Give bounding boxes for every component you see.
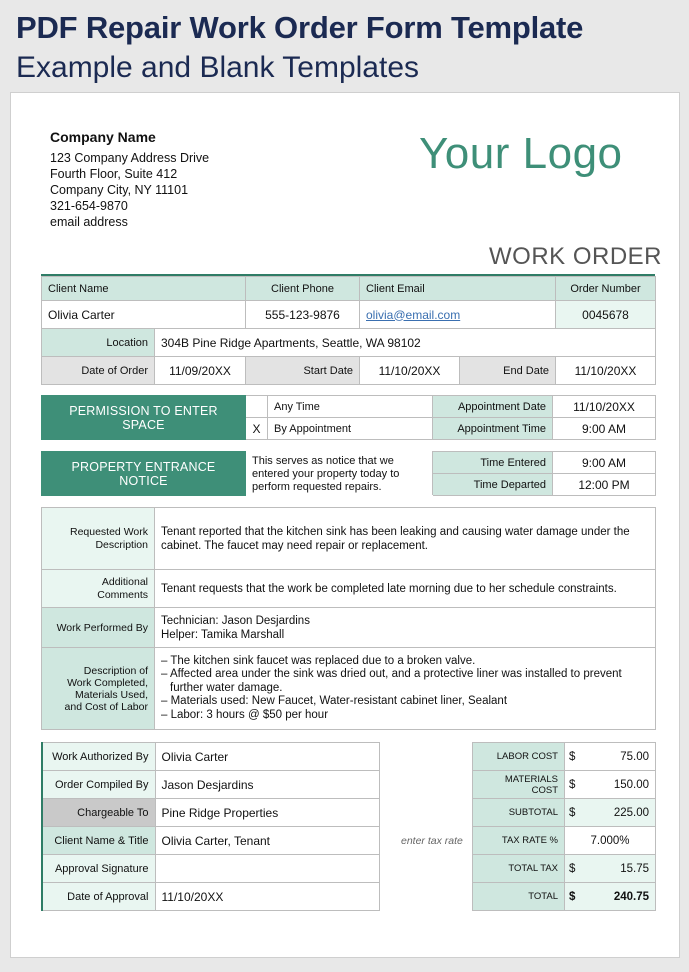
address-line-3: Company City, NY 11101 <box>50 183 189 197</box>
labor-cost-field[interactable]: 75.00 <box>583 743 656 771</box>
materials-cost-field[interactable]: 150.00 <box>583 771 656 799</box>
appointment-time-label: Appointment Time <box>433 418 553 440</box>
work-description-table <box>41 507 656 730</box>
subtotal-field: 225.00 <box>583 799 656 827</box>
total-field: 240.75 <box>583 883 656 911</box>
description-label-line-2: Work Completed, <box>67 676 148 689</box>
work-item: – Materials used: New Faucet, Water-resistant cabinet liner, Sealant <box>161 695 508 708</box>
totals-table <box>472 742 656 911</box>
dates-table <box>41 356 656 385</box>
company-email: email address <box>50 215 128 229</box>
total-tax-field: 15.75 <box>583 855 656 883</box>
client-phone-label: Client Phone <box>246 277 360 301</box>
by-appointment-checkbox[interactable]: X <box>246 418 268 440</box>
by-appointment-label: By Appointment <box>268 418 433 440</box>
page-title: PDF Repair Work Order Form Template <box>16 10 584 45</box>
client-email-label: Client Email <box>360 277 556 301</box>
permission-band: PERMISSION TO ENTER SPACE <box>42 396 246 440</box>
client-name-title-label: Client Name & Title <box>42 827 155 855</box>
total-currency: $ <box>565 883 583 911</box>
date-of-approval-label: Date of Approval <box>42 883 155 911</box>
additional-comments-label-line-2: Comments <box>97 588 148 601</box>
logo-placeholder: Your Logo <box>419 129 623 178</box>
appointment-date-label: Appointment Date <box>433 396 553 418</box>
start-date-field[interactable]: 11/10/20XX <box>360 357 460 385</box>
subtotal-label: SUBTOTAL <box>473 799 565 827</box>
additional-comments-label <box>42 570 155 608</box>
notice-table <box>41 451 656 496</box>
work-performed-field[interactable] <box>155 608 656 648</box>
requested-work-label-line-2: Description <box>95 538 148 551</box>
subtotal-currency: $ <box>565 799 583 827</box>
client-email-link[interactable]: olivia@email.com <box>366 307 461 322</box>
date-of-order-field[interactable]: 11/09/20XX <box>155 357 246 385</box>
permission-table <box>41 395 656 440</box>
work-item: – The kitchen sink faucet was replaced due to a broken valve. <box>161 654 476 667</box>
labor-currency: $ <box>565 743 583 771</box>
tax-rate-label: TAX RATE % <box>473 827 565 855</box>
tax-rate-hint: enter tax rate <box>401 835 463 847</box>
authorization-table <box>41 742 380 911</box>
time-entered-field[interactable]: 9:00 AM <box>553 452 656 474</box>
client-phone-field[interactable]: 555-123-9876 <box>246 301 360 329</box>
technician-line: Technician: Jason Desjardins <box>161 614 310 627</box>
end-date-label: End Date <box>460 357 556 385</box>
work-authorized-label: Work Authorized By <box>42 743 155 771</box>
client-name-label: Client Name <box>42 277 246 301</box>
work-order-form <box>10 92 680 958</box>
materials-currency: $ <box>565 771 583 799</box>
approval-signature-label: Approval Signature <box>42 855 155 883</box>
order-compiled-field[interactable]: Jason Desjardins <box>155 771 379 799</box>
page-subtitle: Example and Blank Templates <box>16 51 420 84</box>
additional-comments-field[interactable]: Tenant requests that the work be completed late morning due to her schedule constraints. <box>155 570 656 608</box>
order-compiled-label: Order Compiled By <box>42 771 155 799</box>
notice-band: PROPERTY ENTRANCE NOTICE <box>42 452 246 496</box>
client-name-title-field[interactable]: Olivia Carter, Tenant <box>155 827 379 855</box>
any-time-checkbox[interactable] <box>246 396 268 418</box>
date-of-order-label: Date of Order <box>42 357 155 385</box>
requested-work-label <box>42 508 155 570</box>
date-of-approval-field[interactable]: 11/10/20XX <box>155 883 379 911</box>
requested-work-label-line-1: Requested Work <box>69 525 148 538</box>
company-address <box>50 150 209 230</box>
approval-signature-field[interactable] <box>155 855 379 883</box>
time-departed-field[interactable]: 12:00 PM <box>553 474 656 496</box>
work-order-title: WORK ORDER <box>489 243 662 270</box>
additional-comments-label-line-1: Additional <box>101 575 148 588</box>
description-completed-field[interactable] <box>155 648 656 730</box>
time-departed-label: Time Departed <box>433 474 553 496</box>
any-time-label: Any Time <box>268 396 433 418</box>
client-table <box>41 276 656 357</box>
work-authorized-field[interactable]: Olivia Carter <box>155 743 379 771</box>
start-date-label: Start Date <box>246 357 360 385</box>
materials-cost-label: MATERIALS COST <box>473 771 565 799</box>
location-label: Location <box>42 329 155 357</box>
total-tax-currency: $ <box>565 855 583 883</box>
total-tax-label: TOTAL TAX <box>473 855 565 883</box>
chargeable-to-field[interactable]: Pine Ridge Properties <box>155 799 379 827</box>
work-item: – Affected area under the sink was dried out, and a protective liner was installed to prevent further water damage. <box>161 668 622 694</box>
time-entered-label: Time Entered <box>433 452 553 474</box>
address-line-1: 123 Company Address Drive <box>50 151 210 165</box>
work-performed-label: Work Performed By <box>42 608 155 648</box>
work-items-list <box>161 655 649 723</box>
order-number-field[interactable]: 0045678 <box>556 301 656 329</box>
appointment-date-field[interactable]: 11/10/20XX <box>553 396 656 418</box>
description-label-line-4: and Cost of Labor <box>64 700 148 713</box>
notice-text: This serves as notice that we entered your property today to perform requested repairs. <box>246 452 433 496</box>
labor-cost-label: LABOR COST <box>473 743 565 771</box>
order-number-label: Order Number <box>556 277 656 301</box>
chargeable-to-label: Chargeable To <box>42 799 155 827</box>
requested-work-field[interactable]: Tenant reported that the kitchen sink has been leaking and causing water damage under the cabinet. The faucet may need repair or replacement. <box>155 508 656 570</box>
description-label-line-3: Materials Used, <box>75 688 148 701</box>
client-name-field[interactable]: Olivia Carter <box>42 301 246 329</box>
tax-rate-field[interactable]: 7.000% <box>565 827 656 855</box>
total-label: TOTAL <box>473 883 565 911</box>
helper-line: Helper: Tamika Marshall <box>161 628 285 641</box>
company-phone: 321-654-9870 <box>50 199 128 213</box>
address-line-2: Fourth Floor, Suite 412 <box>50 167 178 181</box>
company-name: Company Name <box>50 129 156 145</box>
appointment-time-field[interactable]: 9:00 AM <box>553 418 656 440</box>
location-field[interactable]: 304B Pine Ridge Apartments, Seattle, WA 98102 <box>155 329 656 357</box>
end-date-field[interactable]: 11/10/20XX <box>556 357 656 385</box>
description-completed-label <box>42 648 155 730</box>
work-item: – Labor: 3 hours @ $50 per hour <box>161 708 329 721</box>
description-label-line-1: Description of <box>83 664 148 677</box>
client-email-field[interactable] <box>360 301 556 329</box>
